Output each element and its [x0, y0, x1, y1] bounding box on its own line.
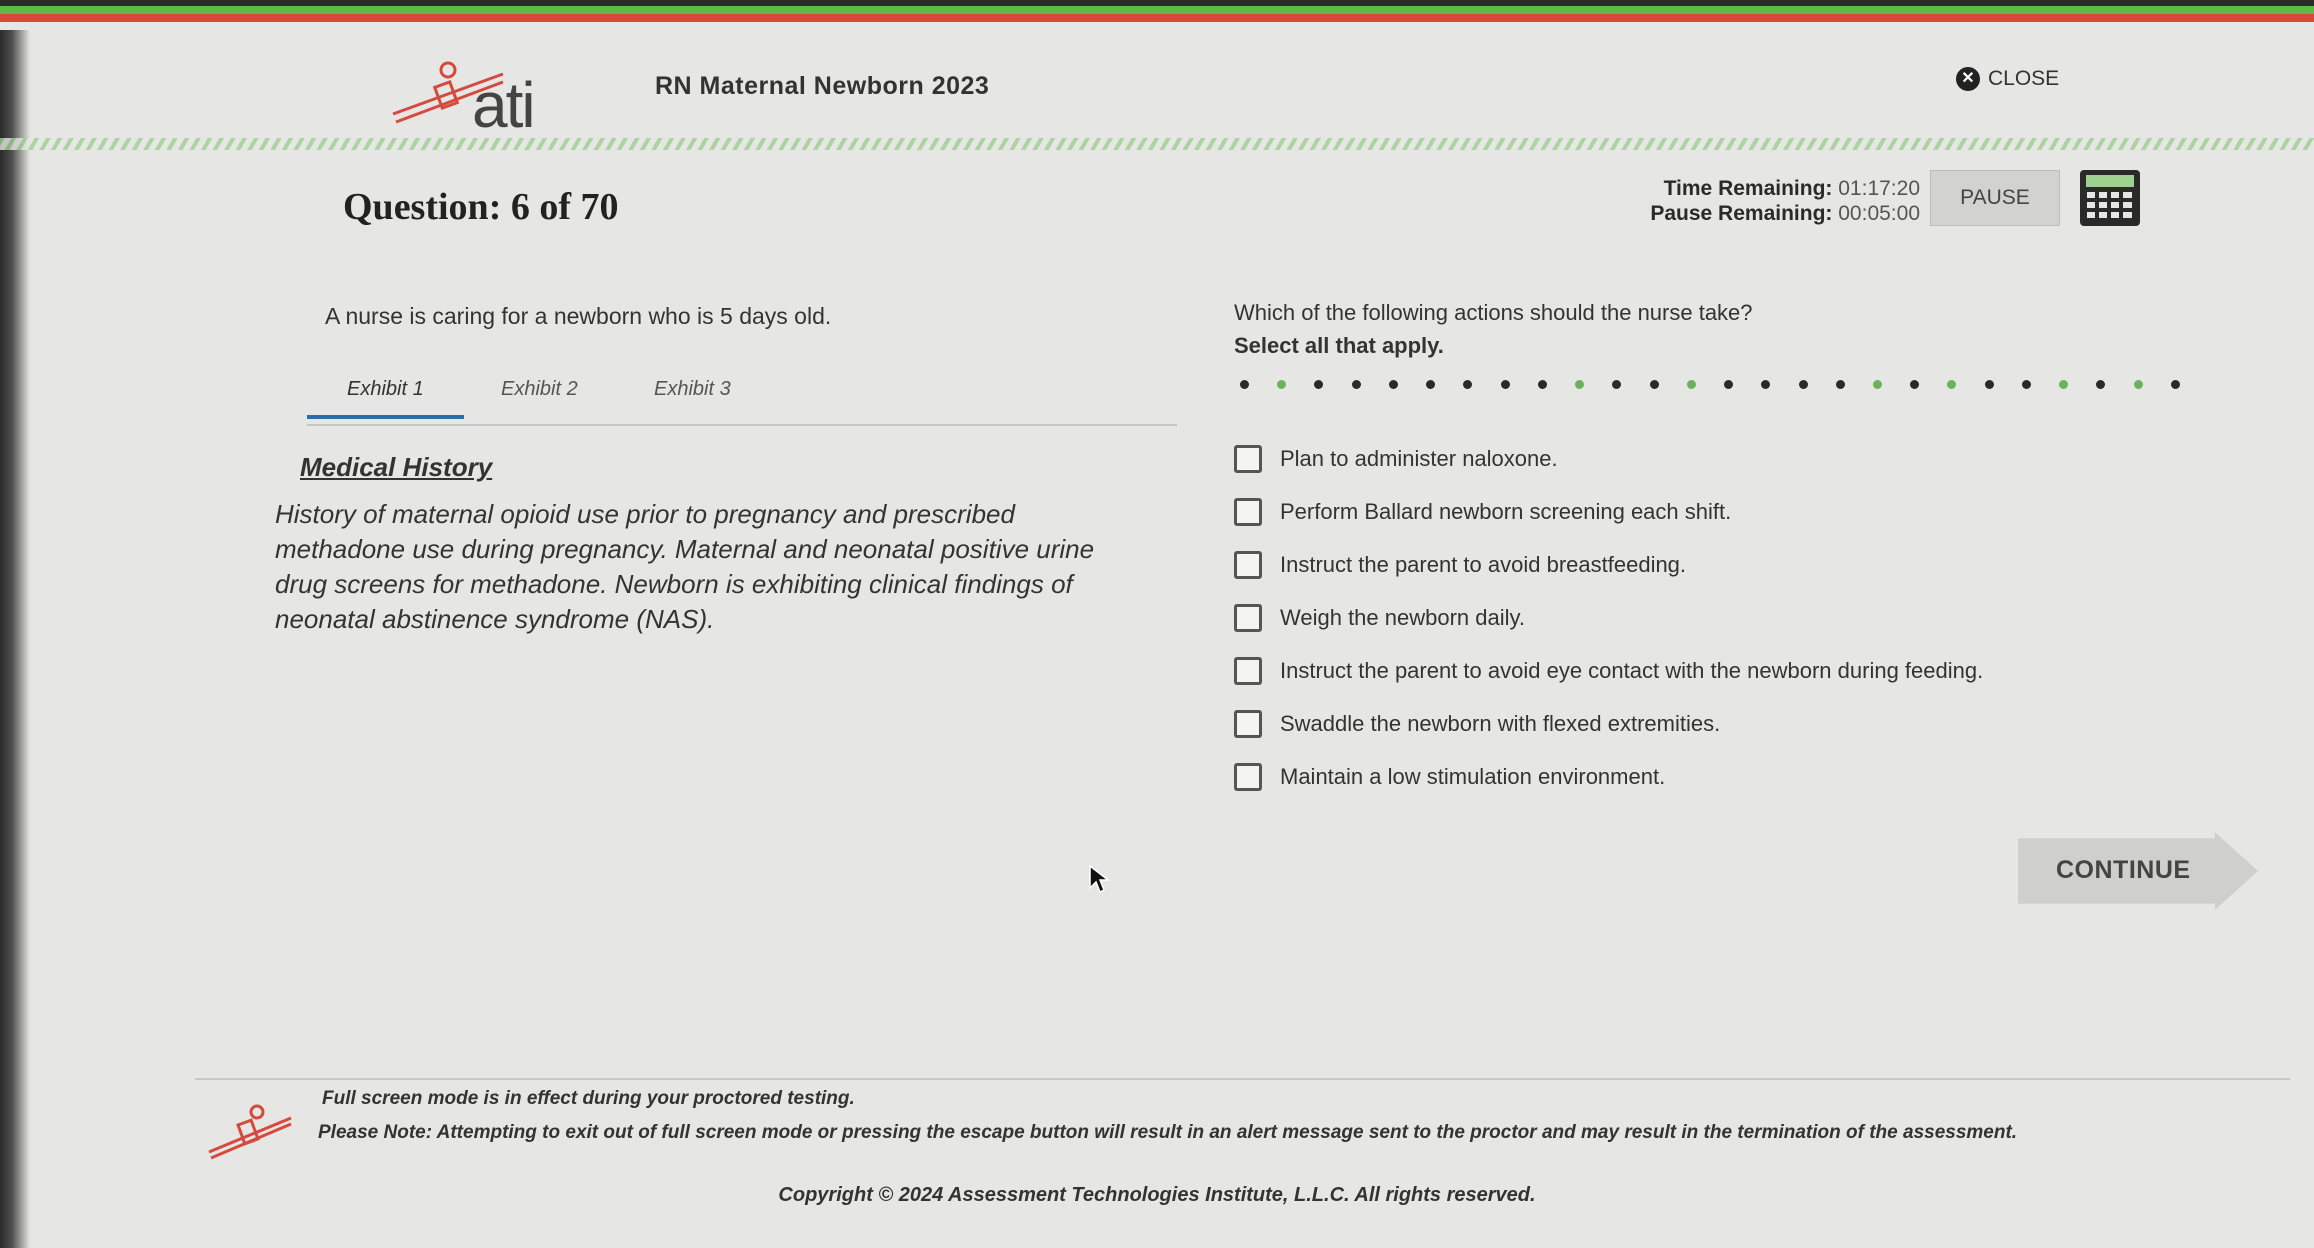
question-stem: A nurse is caring for a newborn who is 5 days old.	[325, 303, 832, 329]
fullscreen-note: Full screen mode is in effect during your proctored testing.	[322, 1088, 855, 1109]
checkbox[interactable]	[1234, 604, 1262, 632]
checkbox[interactable]	[1234, 551, 1262, 579]
checkbox[interactable]	[1234, 445, 1262, 473]
copyright: Copyright © 2024 Assessment Technologies Institute, L.L.C. All rights reserved.	[778, 1184, 1536, 1206]
screen-bezel	[0, 0, 30, 1248]
divider-dot	[1873, 380, 1882, 389]
answer-option[interactable]	[1234, 432, 1983, 485]
question-prompt	[1234, 296, 1753, 362]
pause-value: 00:05:00	[1838, 202, 1920, 225]
answer-option[interactable]	[1234, 644, 1983, 697]
continue-label: CONTINUE	[2056, 856, 2191, 884]
exhibit-title: Medical History	[300, 452, 493, 482]
divider-dot	[1277, 380, 1286, 389]
please-note: Please Note: Attempting to exit out of full screen mode or pressing the escape button will result in an alert message sent to the proctor and may result in the termination of the assessment.	[318, 1122, 2018, 1143]
logo-text: ati	[472, 69, 534, 141]
option-label: Plan to administer naloxone.	[1280, 445, 1558, 471]
timer-panel	[1600, 176, 1920, 226]
divider-dot	[2134, 380, 2143, 389]
divider-dot	[2171, 380, 2180, 389]
question-counter: Question: 6 of 70	[343, 186, 619, 228]
divider-dot	[1947, 380, 1956, 389]
answer-option[interactable]	[1234, 538, 1983, 591]
divider-dot	[1836, 380, 1845, 389]
divider-dot	[1352, 380, 1361, 389]
divider-dot	[1575, 380, 1584, 389]
option-label: Swaddle the newborn with flexed extremities.	[1280, 710, 1721, 736]
pause-button[interactable]: PAUSE	[1930, 170, 2060, 226]
option-label: Instruct the parent to avoid breastfeeding.	[1280, 551, 1687, 577]
divider-dot	[1501, 380, 1510, 389]
option-label: Maintain a low stimulation environment.	[1280, 763, 1666, 789]
satellite-footer-icon	[205, 1100, 295, 1162]
calculator-icon[interactable]	[2078, 168, 2142, 228]
answer-option[interactable]	[1234, 485, 1983, 538]
continue-button[interactable]	[2018, 832, 2258, 910]
close-icon: ✕	[1956, 67, 1980, 91]
dotted-divider	[1240, 380, 2180, 389]
pause-remaining	[1600, 201, 1920, 226]
mouse-cursor-icon	[1088, 864, 1112, 894]
select-instruction: Select all that apply.	[1234, 333, 1444, 358]
close-button[interactable]	[1942, 58, 2092, 100]
answer-options	[1234, 432, 1983, 803]
divider-dot	[1799, 380, 1808, 389]
divider-dot	[1612, 380, 1621, 389]
exhibit-tabs	[307, 370, 1177, 426]
divider-dot	[1985, 380, 1994, 389]
checkbox[interactable]	[1234, 498, 1262, 526]
divider-dot	[1314, 380, 1323, 389]
answer-option[interactable]	[1234, 591, 1983, 644]
divider-dot	[2022, 380, 2031, 389]
divider-dot	[1389, 380, 1398, 389]
ati-logo	[388, 56, 568, 141]
divider-dot	[1463, 380, 1472, 389]
divider-dot	[1650, 380, 1659, 389]
tab-exhibit-3[interactable]: Exhibit 3	[654, 378, 731, 400]
divider-dot	[2096, 380, 2105, 389]
divider-dot	[1724, 380, 1733, 389]
exhibit-body: History of maternal opioid use prior to pregnancy and prescribed methadone use during pregnancy. Maternal and neonatal positive urine drug screens for methadone. Newborn is exhibiting clinical findings of neonatal abstinence syndrome (NAS).	[275, 499, 1095, 634]
divider-dot	[1687, 380, 1696, 389]
app-title: RN Maternal Newborn 2023	[655, 72, 990, 100]
answer-option[interactable]	[1234, 697, 1983, 750]
tab-exhibit-2[interactable]: Exhibit 2	[501, 378, 578, 400]
header-divider	[0, 138, 2314, 150]
brand-top-bar	[0, 0, 2314, 30]
divider-dot	[1538, 380, 1547, 389]
time-label: Time Remaining:	[1663, 177, 1833, 200]
divider-dot	[1240, 380, 1249, 389]
prompt-text: Which of the following actions should the nurse take?	[1234, 300, 1753, 325]
option-label: Weigh the newborn daily.	[1280, 604, 1525, 630]
checkbox[interactable]	[1234, 657, 1262, 685]
time-remaining	[1600, 176, 1920, 201]
answer-option[interactable]	[1234, 750, 1983, 803]
time-value: 01:17:20	[1838, 177, 1920, 200]
option-label: Perform Ballard newborn screening each shift.	[1280, 498, 1732, 524]
divider-dot	[1761, 380, 1770, 389]
option-label: Instruct the parent to avoid eye contact with the newborn during feeding.	[1280, 657, 1984, 683]
checkbox[interactable]	[1234, 710, 1262, 738]
footer-divider	[195, 1078, 2290, 1080]
divider-dot	[2059, 380, 2068, 389]
tab-exhibit-1[interactable]: Exhibit 1	[307, 378, 464, 419]
divider-dot	[1426, 380, 1435, 389]
checkbox[interactable]	[1234, 763, 1262, 791]
divider-dot	[1910, 380, 1919, 389]
pause-label: Pause Remaining:	[1650, 202, 1833, 225]
close-label: CLOSE	[1988, 67, 2060, 90]
